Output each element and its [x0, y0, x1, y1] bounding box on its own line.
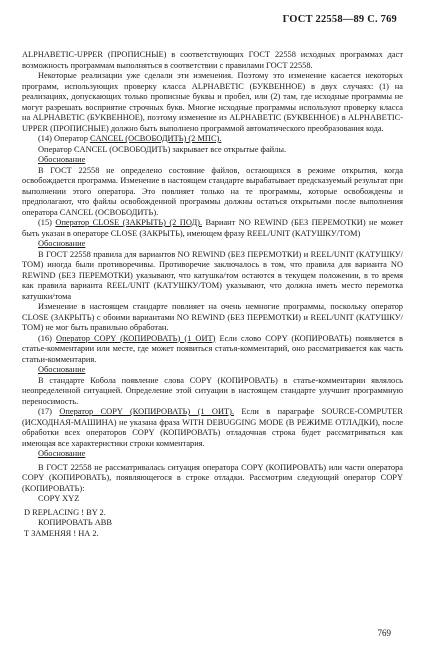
item-title: Оператор COPY (КОПИРОВАТЬ) (1 ОИТ).: [59, 407, 235, 416]
item-body: Если в параграфе SOURCE-COMPUTER (ИСХОДНАЯ-МАШИНА) не указана фраза WITH DEBUGGING MODE (В РЕЖИМЕ ОТЛАДКИ), после обработки всех операторов COPY (КОПИРОВАТЬ) отладочная строка будет рассматриваться как имеющая все характеристики строки комментария.: [22, 407, 403, 448]
basis-label: Обоснование: [38, 449, 86, 458]
item-16-heading: [22, 334, 403, 366]
basis-label: Обоснование: [38, 155, 86, 164]
item-title: Оператор COPY (КОПИРОВАТЬ) (1 ОИТ): [56, 333, 216, 343]
item-number: (15): [38, 218, 56, 227]
code-line: КОПИРОВАТЬ АВВ: [38, 518, 112, 527]
paragraph: В ГОСТ 22558 правила для вариантов NO REWIND (БЕЗ ПЕРЕМОТКИ) и REEL/UNIT (КАТУШКУ/ТОМ) иногда были противоречивы. Противоречие заключалось в том, что правила для варианта NO REWIND (БЕЗ ПЕРЕМОТКИ) указывают, что катушка/том остаются в текущем положении, в то время как правила варианта REEL/UNIT (КАТУШКУ/ТОМ) указывают, что должна иметь место перемотка катушки/тома: [22, 249, 403, 301]
paragraph: В ГОСТ 22558 не рассматривалась ситуация оператора COPY (КОПИРОВАТЬ) или части оператора COPY (КОПИРОВАТЬ), появляющегося в строке отладки. Рассмотрим следующий оператор COPY (КОПИРОВАТЬ):: [22, 462, 403, 493]
code-line: D REPLACING ! BY 2.: [24, 507, 106, 517]
item-number: (16): [38, 333, 57, 343]
code-line: COPY XYZ: [38, 494, 80, 503]
paragraph: В стандарте Кобола появление слова COPY (КОПИРОВАТЬ) в статье-комментарии являлось неопределенной ситуацией. Определение этой ситуации в настоящем стандарте улучшит программную переносимость.: [22, 375, 403, 406]
paragraph: Изменение в настоящем стандарте повлияет на очень немногие программы, поскольку оператор CLOSE (ЗАКРЫТЬ) с обоими вариантами NO REWIND (БЕЗ ПЕРЕМОТКИ) и REEL/UNIT (КАТУШКУ/ТОМ) не мог быть правильно обработан.: [22, 302, 403, 332]
item-15-heading: [22, 218, 403, 239]
paragraph: ALPHABETIC-UPPER (ПРОПИСНЫЕ) в соответствующих ГОСТ 22558 исходных программах даст возможность программам выполняться в соответствии с правилами ГОСТ 22558.: [22, 50, 403, 70]
basis-label: Обоснование: [38, 239, 86, 248]
item-title: Оператор CLOSE (ЗАКРЫТЬ) (2 ПОД).: [55, 218, 203, 227]
paragraph: Оператор CANCEL (ОСВОБОДИТЬ) закрывает все открытые файлы.: [38, 144, 287, 154]
paragraph: В ГОСТ 22558 не определено состояние файлов, остающихся в режиме открытия, когда освобождается программа. Изменение в настоящем стандарте вырабатывает предсказуемый результат при выполнении этого оператора. Это повлияет только на те программы, которые освобождены и предполагают, что файлы освобожденной программы должны остаться открытыми после выполнения оператора CANCEL (ОСВОБОДИТЬ).: [22, 165, 403, 217]
item-body: Вариант NO REWIND (БЕЗ ПЕРЕМОТКИ) не может быть указан в операторе CLOSE (ЗАКРЫТЬ), имеющем фразу REEL/UNIT (КАТУШКУ/ТОМ): [22, 218, 403, 238]
page-number: 769: [377, 628, 391, 638]
item-body: Если слово COPY (КОПИРОВАТЬ) появляется в статье-комментарии или месте, где может появиться статья-комментарий, оно рассматривается как часть статьи-комментария.: [22, 333, 403, 364]
basis-label: Обоснование: [38, 365, 86, 374]
page-body: [22, 50, 403, 539]
item-number: (17): [38, 407, 60, 416]
paragraph: Некоторые реализации уже сделали эти изменения. Поэтому это изменение касается некоторых программ, использующих проверку класса ALPHABETIC (БУКВЕННОЕ) в двух случаях: (1) на реализациях, допускающих только прописные буквы и пробел, или (2) там, где исходные программы не могут разрешать восприятие строчных букв. Многие исходные программы используют проверку класса на ALPHABETIC (БУКВЕННОЕ), поэтому изменение из ALPHABETIC (БУКВЕННОЕ) в ALPHABETIC-UPPER (ПРОПИСНЫЕ) должно быть выполнено программой автоматического преобразования кода.: [22, 71, 403, 133]
item-number: (14) Оператор: [38, 134, 90, 143]
code-line: Т ЗАМЕНЯЯ ! НА 2.: [24, 528, 99, 538]
item-17-heading: [22, 407, 403, 449]
item-title: CANCEL (ОСВОБОДИТЬ) (2 МПС).: [90, 134, 222, 143]
item-14-heading: [22, 134, 403, 145]
running-header: ГОСТ 22558—89 С. 769: [282, 14, 397, 25]
